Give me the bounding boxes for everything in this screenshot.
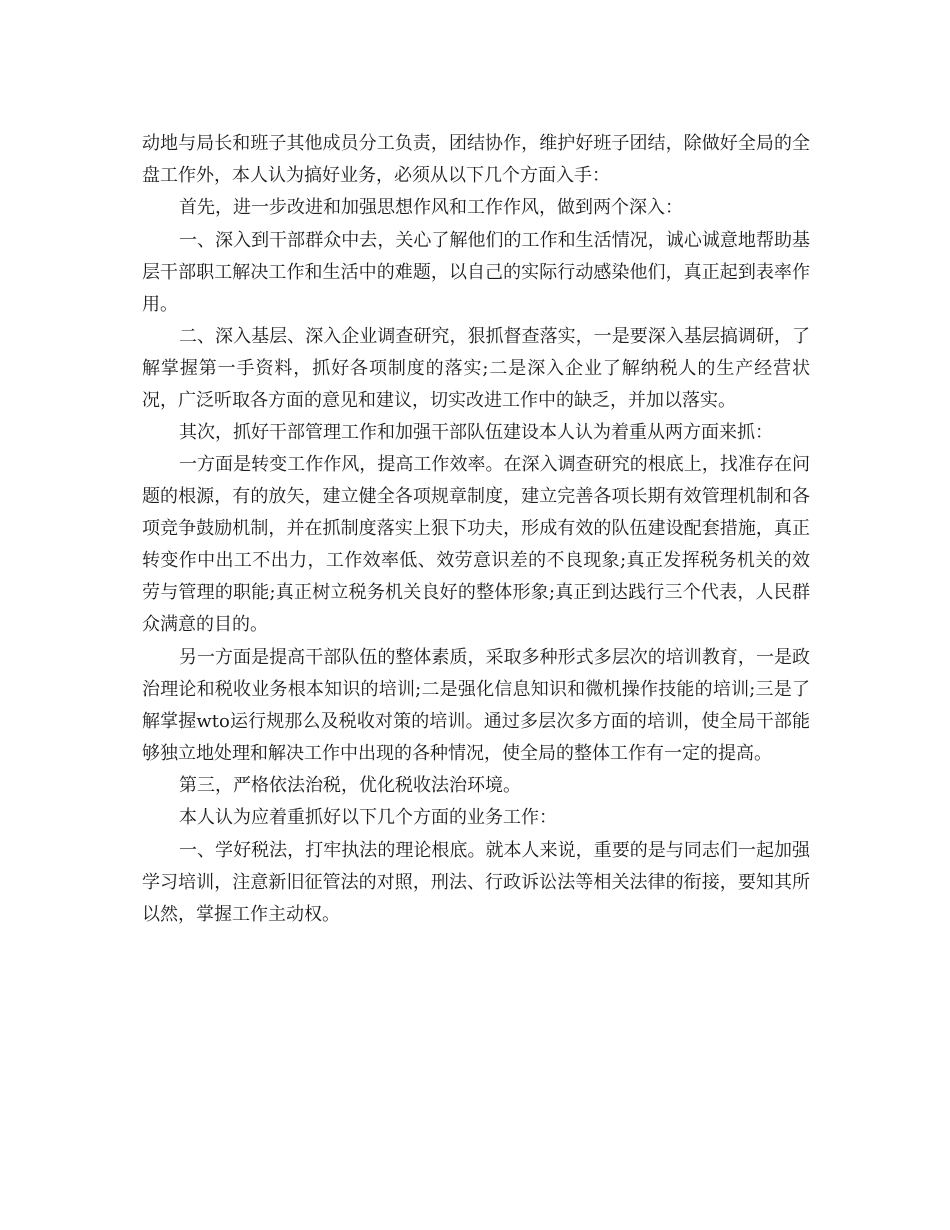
paragraph-8: 第三，严格依法治税，优化税收法治环境。 — [179, 775, 521, 797]
paragraph-2: 首先，进一步改进和加强思想作风和工作作风，做到两个深入： — [179, 197, 683, 219]
paragraph-3: 一、深入到干部群众中去，关心了解他们的工作和生活情况，诚心诚意地帮助基层干部职工解决工作和生活中的难题，以自己的实际行动感染他们，真正起到表率作用。 — [142, 229, 810, 315]
paragraph-1: 动地与局长和班子其他成员分工负责，团结协作，维护好班子团结，除做好全局的全盘工作外，本人认为搞好业务，必须从以下几个方面入手： — [142, 133, 810, 186]
paragraph-4: 二、深入基层、深入企业调查研究，狠抓督查落实，一是要深入基层搞调研，了解掌握第一手资料，抓好各项制度的落实;二是深入企业了解纳税人的生产经营状况，广泛听取各方面的意见和建议，切实改进工作中的缺乏，并加以落实。 — [142, 325, 810, 411]
paragraph-7: 另一方面是提高干部队伍的整体素质，采取多种形式多层次的培训教育，一是政治理论和税收业务根本知识的培训;二是强化信息知识和微机操作技能的培训;三是了解掌握wto运行规那么及税收对策的培训。通过多层次多方面的培训，使全局干部能够独立地处理和解决工作中出现的各种情况，使全局的整体工作有一定的提高。 — [142, 646, 810, 764]
paragraph-10: 一、学好税法，打牢执法的理论根底。就本人来说，重要的是与同志们一起加强学习培训，注意新旧征管法的对照，刑法、行政诉讼法等相关法律的衔接，要知其所以然，掌握工作主动权。 — [142, 839, 810, 925]
paragraph-9: 本人认为应着重抓好以下几个方面的业务工作： — [179, 807, 557, 829]
paragraph-5: 其次，抓好干部管理工作和加强干部队伍建设本人认为着重从两方面来抓： — [179, 422, 773, 444]
document-body — [142, 128, 810, 931]
paragraph-6: 一方面是转变工作作风，提高工作效率。在深入调查研究的根底上，找准存在问题的根源，有的放矢，建立健全各项规章制度，建立完善各项长期有效管理机制和各项竞争鼓励机制，并在抓制度落实上狠下功夫，形成有效的队伍建设配套措施，真正转变作中出工不出力，工作效率低、效劳意识差的不良现象;真正发挥税务机关的效劳与管理的职能;真正树立税务机关良好的整体形象;真正到达践行三个代表，人民群众满意的目的。 — [142, 454, 810, 636]
